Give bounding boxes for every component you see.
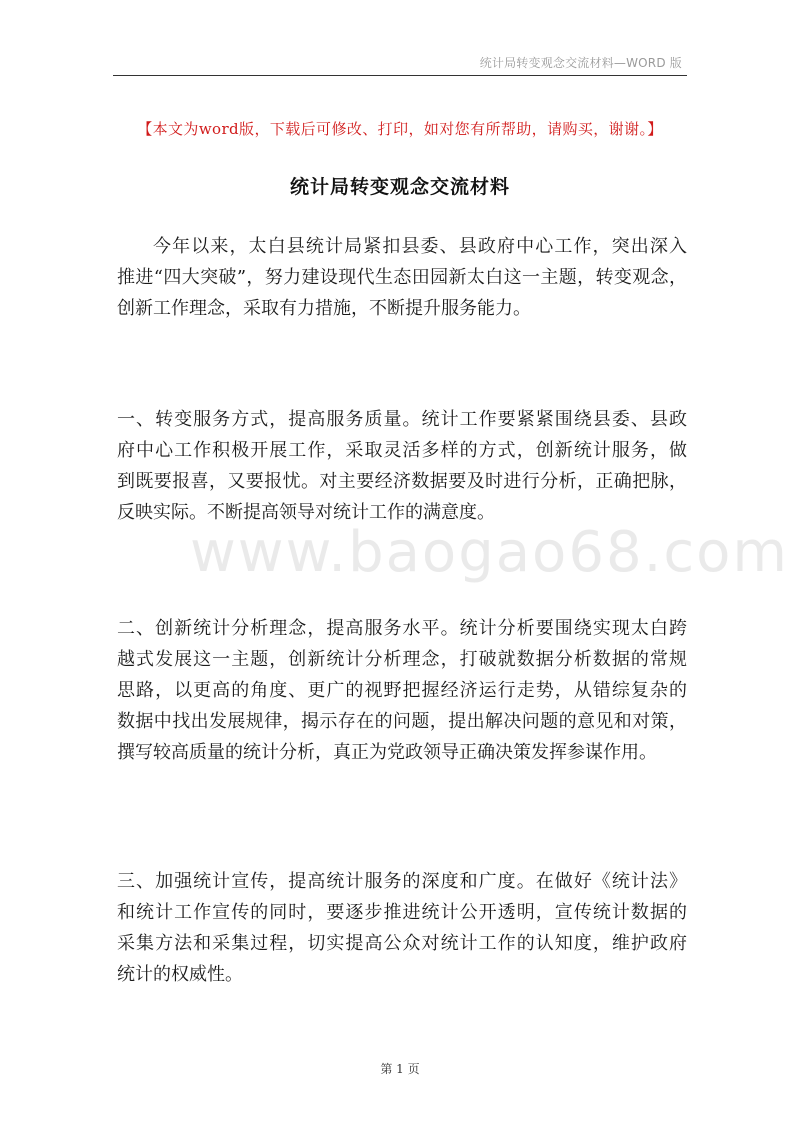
page-number: 第 1 页 (380, 1062, 420, 1076)
paragraph-line: 府中心工作积极开展工作，采取灵活多样的方式，创新统计服务，做 (117, 440, 687, 461)
paragraph-line: 越式发展这一主题，创新统计分析理念，打破就数据分析数据的常规 (117, 649, 687, 670)
download-notice: 【本文为word版，下载后可修改、打印，如对您有所帮助，请购买，谢谢。】 (137, 120, 663, 138)
paragraph-section-3 (117, 866, 687, 990)
paragraph-line: 推进“四大突破”，努力建设现代生态田园新太白这一主题，转变观念， (117, 267, 687, 288)
paragraph-line: 和统计工作宣传的同时，要逐步推进统计公开透明，宣传统计数据的 (117, 902, 687, 923)
paragraph-line: 今年以来，太白县统计局紧扣县委、县政府中心工作，突出深入 (153, 236, 687, 257)
paragraph-line: 一、转变服务方式，提高服务质量。统计工作要紧紧围绕县委、县政 (117, 409, 687, 430)
paragraph-line: 到既要报喜，又要报忧。对主要经济数据要及时进行分析，正确把脉， (117, 471, 687, 492)
paragraph-line: 数据中找出发展规律，揭示存在的问题，提出解决问题的意见和对策， (117, 711, 687, 732)
running-header: 统计局转变观念交流材料—WORD 版 (479, 56, 682, 70)
paragraph-section-2 (117, 613, 687, 768)
paragraph-line: 三、加强统计宣传，提高统计服务的深度和广度。在做好《统计法》 (117, 871, 687, 892)
paragraph-line: 统计的权威性。 (117, 964, 243, 985)
watermark: www.baogao68.com (190, 520, 789, 585)
header-divider (113, 75, 687, 76)
paragraph-line: 撰写较高质量的统计分析，真正为党政领导正确决策发挥参谋作用。 (117, 742, 657, 763)
paragraph-line: 反映实际。不断提高领导对统计工作的满意度。 (117, 502, 495, 523)
paragraph-line: 创新工作理念，采取有力措施，不断提升服务能力。 (117, 298, 531, 319)
paragraph-intro (117, 231, 687, 324)
document-title: 统计局转变观念交流材料 (289, 176, 510, 198)
paragraph-line: 采集方法和采集过程，切实提高公众对统计工作的认知度，维护政府 (117, 933, 687, 954)
paragraph-section-1 (117, 404, 687, 528)
paragraph-line: 二、创新统计分析理念，提高服务水平。统计分析要围绕实现太白跨 (117, 618, 687, 639)
paragraph-line: 思路，以更高的角度、更广的视野把握经济运行走势，从错综复杂的 (117, 680, 687, 701)
